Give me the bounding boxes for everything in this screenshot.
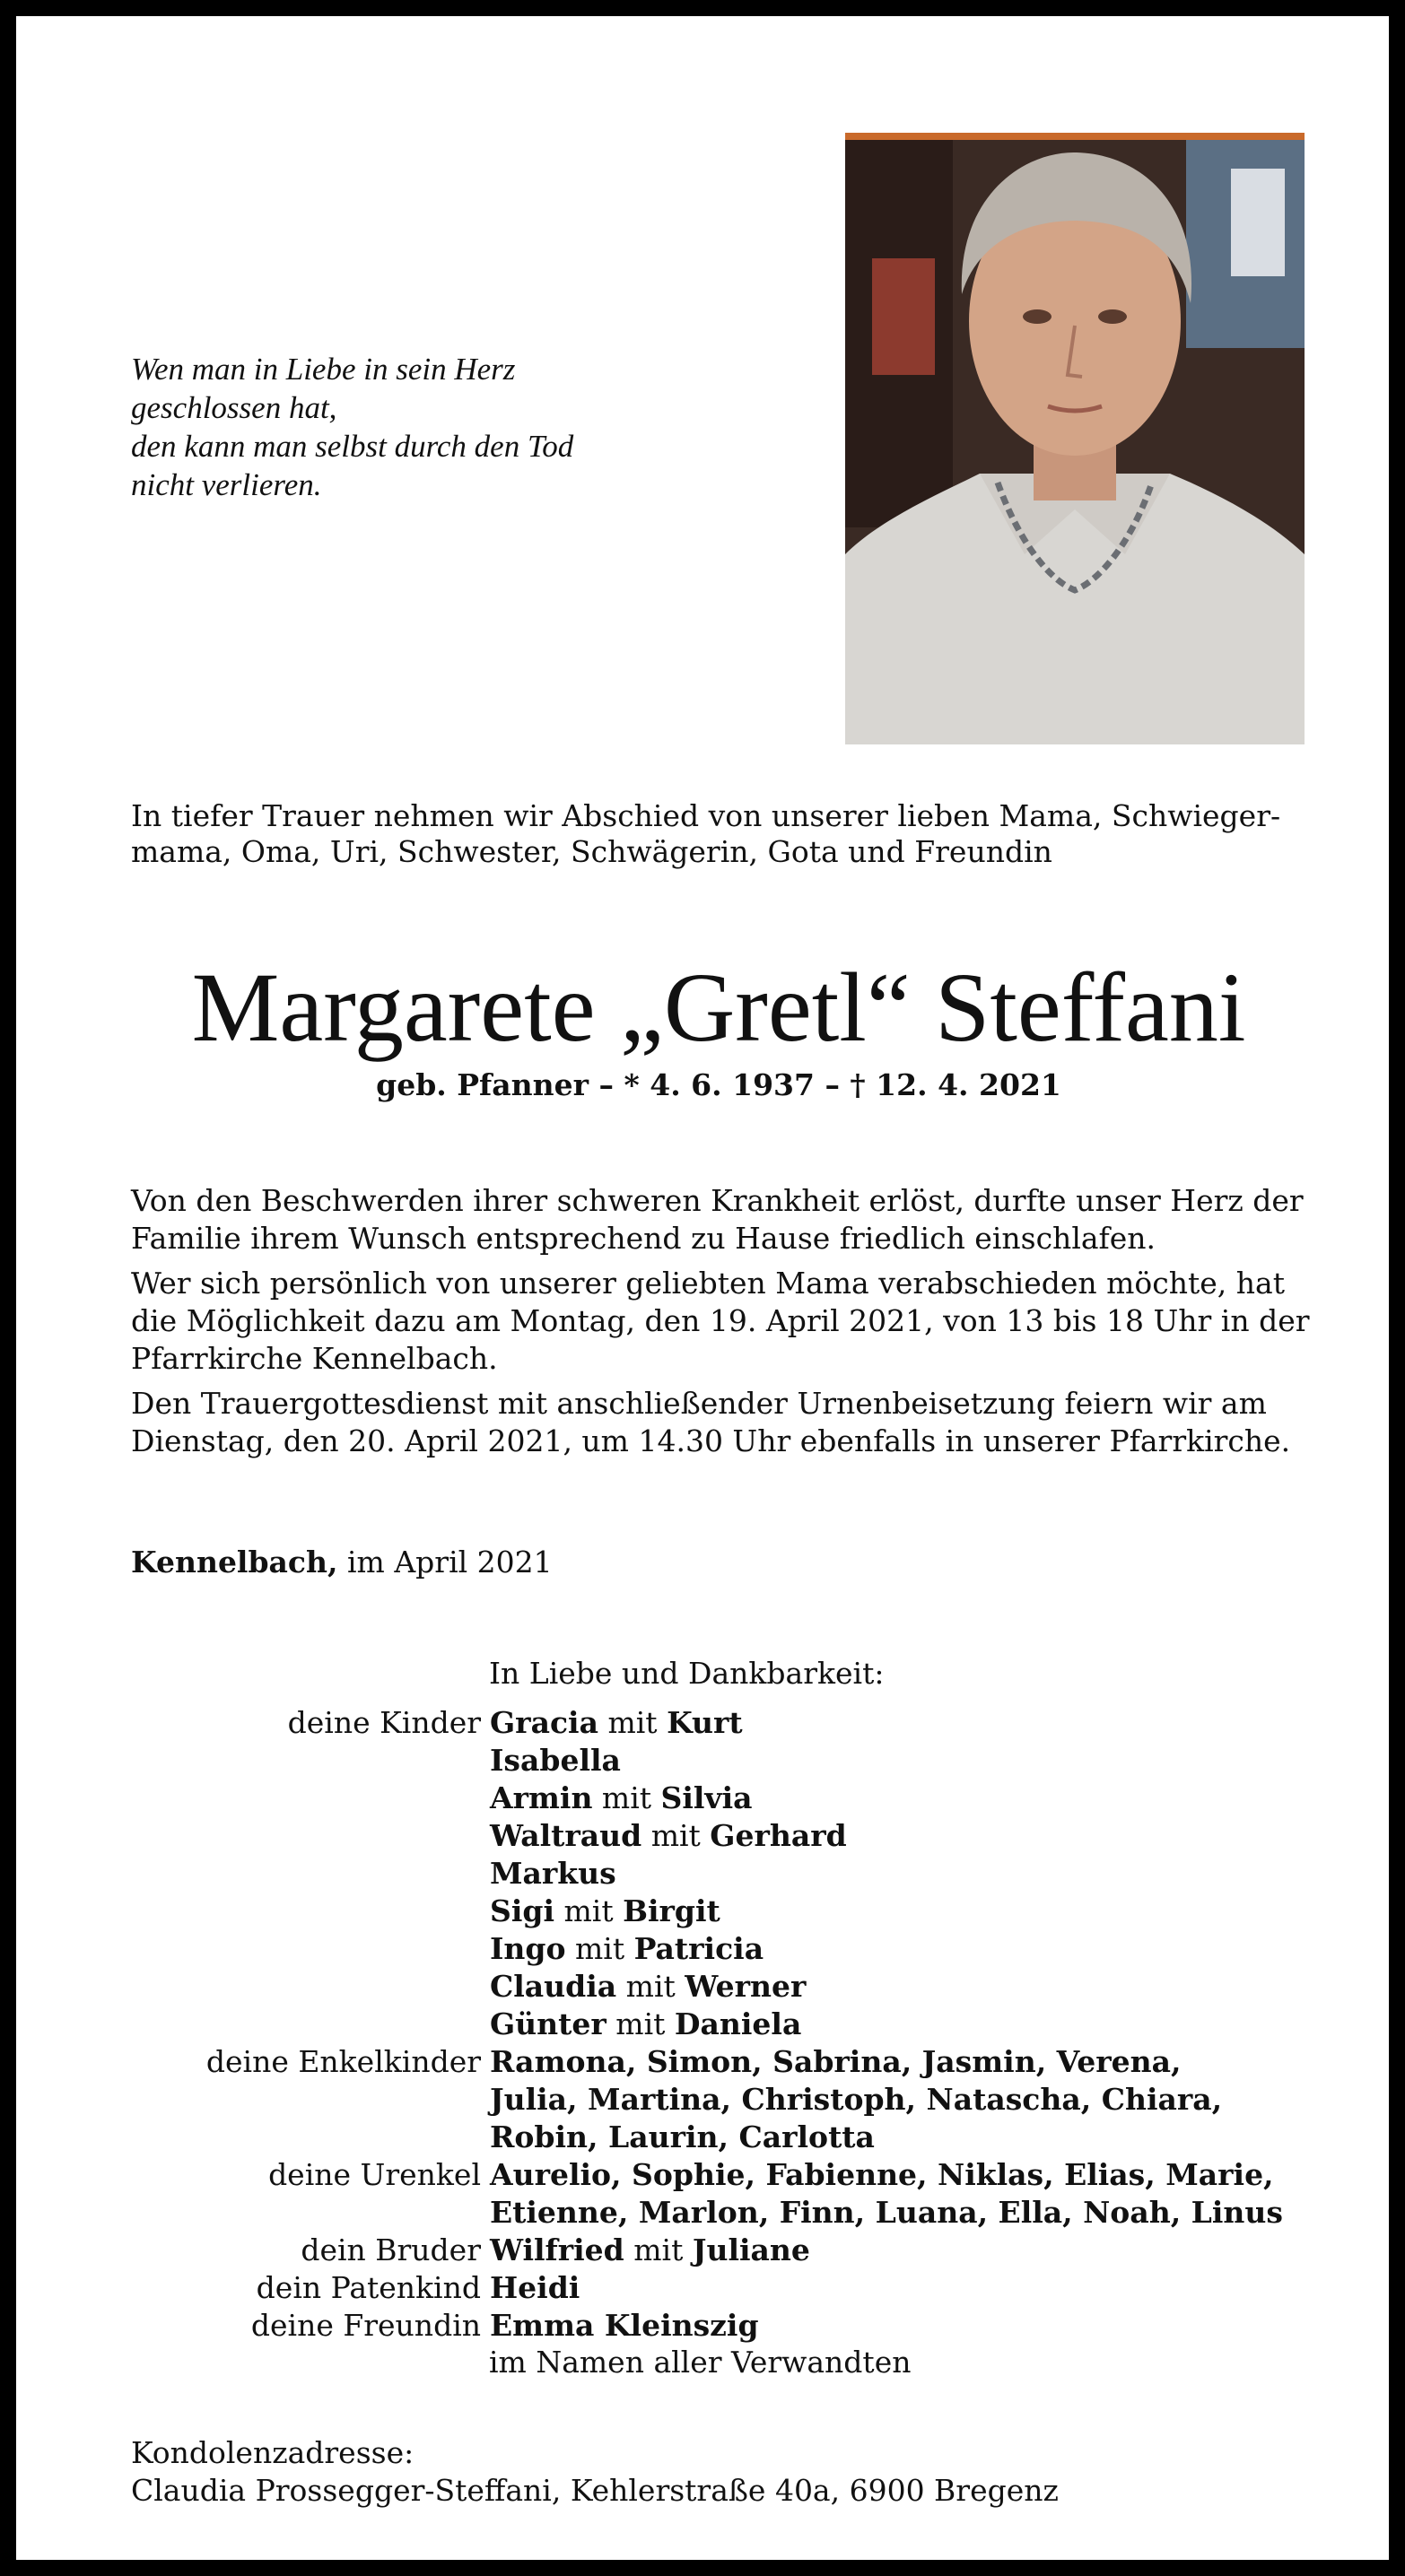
- list-item: Claudia mit Werner: [490, 1969, 807, 2004]
- body-line: Pfarrkirche Kennelbach.: [131, 1341, 498, 1376]
- list-item: Günter mit Daniela: [490, 2006, 802, 2041]
- memorial-quote: [131, 350, 669, 504]
- quote-line: den kann man selbst durch den Tod: [131, 429, 574, 464]
- greatgrandchildren-names: [490, 2156, 1283, 2232]
- list-item: Gracia mit Kurt: [490, 1705, 743, 1740]
- quote-line: Wen man in Liebe in sein Herz: [131, 352, 516, 387]
- relation-label: deine Freundin: [250, 2308, 481, 2343]
- relation-label: dein Bruder: [301, 2232, 481, 2267]
- notice-body: [131, 1182, 1315, 1467]
- family-group-greatgrandchildren: [131, 2156, 1333, 2232]
- brother-names: [490, 2232, 810, 2269]
- intro-text: [131, 798, 1315, 870]
- relation-label: dein Patenkind: [256, 2270, 481, 2305]
- closing-line: im Namen aller Verwandten: [489, 2345, 912, 2380]
- quote-line: geschlossen hat,: [131, 390, 337, 425]
- body-line: Familie ihrem Wunsch entsprechend zu Hause friedlich einschlafen.: [131, 1221, 1156, 1256]
- list-item: Ramona, Simon, Sabrina, Jasmin, Verena,: [490, 2044, 1182, 2079]
- place-month: im April 2021: [337, 1545, 553, 1580]
- body-paragraph: [131, 1182, 1315, 1258]
- family-group-children: [131, 1704, 1333, 2043]
- condolence-address: [131, 2434, 1059, 2510]
- friend-name: [490, 2307, 759, 2345]
- place-town: Kennelbach,: [131, 1545, 338, 1580]
- body-paragraph: [131, 1385, 1315, 1460]
- body-line: Von den Beschwerden ihrer schweren Krankheit erlöst, durfte unser Herz der: [131, 1183, 1304, 1218]
- list-item: Sigi mit Birgit: [490, 1893, 720, 1928]
- list-item: Heidi: [490, 2270, 580, 2305]
- relation-label: deine Kinder: [287, 1705, 481, 1740]
- family-group-friend: [131, 2307, 1333, 2345]
- list-item: Waltraud mit Gerhard: [490, 1818, 847, 1853]
- family-group-grandchildren: [131, 2043, 1333, 2156]
- signoff: In Liebe und Dankbarkeit:: [489, 1656, 885, 1691]
- relation-label: deine Enkelkinder: [205, 2044, 481, 2079]
- deceased-name: Margarete „Gretl“ Steffani: [191, 953, 1246, 1062]
- children-names: [490, 1704, 847, 2043]
- quote-line: nicht verlieren.: [131, 467, 322, 502]
- place-date: [131, 1545, 553, 1580]
- family-list: [131, 1704, 1333, 2345]
- body-line: Dienstag, den 20. April 2021, um 14.30 Uhr ebenfalls in unserer Pfarrkirche.: [131, 1423, 1291, 1458]
- list-item: Emma Kleinszig: [490, 2308, 759, 2343]
- body-line: Den Trauergottesdienst mit anschließender Urnenbeisetzung feiern wir am: [131, 1386, 1267, 1421]
- list-item: Armin mit Silvia: [490, 1780, 753, 1815]
- family-group-brother: [131, 2232, 1333, 2269]
- portrait-photo: [845, 133, 1305, 744]
- condolence-address-text: Claudia Prossegger-Steffani, Kehlerstraße 40a, 6900 Bregenz: [131, 2473, 1059, 2508]
- list-item: Julia, Martina, Christoph, Natascha, Chiara,: [490, 2082, 1223, 2117]
- list-item: Markus: [490, 1856, 616, 1891]
- family-group-godchild: [131, 2269, 1333, 2307]
- godchild-name: [490, 2269, 580, 2307]
- condolence-label: Kondolenzadresse:: [131, 2435, 415, 2470]
- body-line: die Möglichkeit dazu am Montag, den 19. April 2021, von 13 bis 18 Uhr in der: [131, 1303, 1310, 1338]
- body-paragraph: [131, 1265, 1315, 1378]
- list-item: Wilfried mit Juliane: [490, 2232, 810, 2267]
- list-item: Ingo mit Patricia: [490, 1931, 764, 1966]
- list-item: Aurelio, Sophie, Fabienne, Niklas, Elias, Marie,: [490, 2157, 1274, 2192]
- intro-line: mama, Oma, Uri, Schwester, Schwägerin, Gota und Freundin: [131, 834, 1052, 869]
- portrait-illustration: [845, 133, 1305, 744]
- list-item: Robin, Laurin, Carlotta: [490, 2119, 875, 2154]
- list-item: Etienne, Marlon, Finn, Luana, Ella, Noah, Linus: [490, 2195, 1283, 2230]
- list-item: Isabella: [490, 1743, 621, 1778]
- birth-death-dates: geb. Pfanner – * 4. 6. 1937 – † 12. 4. 2021: [376, 1067, 1061, 1102]
- grandchildren-names: [490, 2043, 1222, 2156]
- relation-label: deine Urenkel: [268, 2157, 481, 2192]
- intro-line: In tiefer Trauer nehmen wir Abschied von unserer lieben Mama, Schwieger-: [131, 798, 1281, 833]
- body-line: Wer sich persönlich von unserer geliebten Mama verabschieden möchte, hat: [131, 1266, 1285, 1301]
